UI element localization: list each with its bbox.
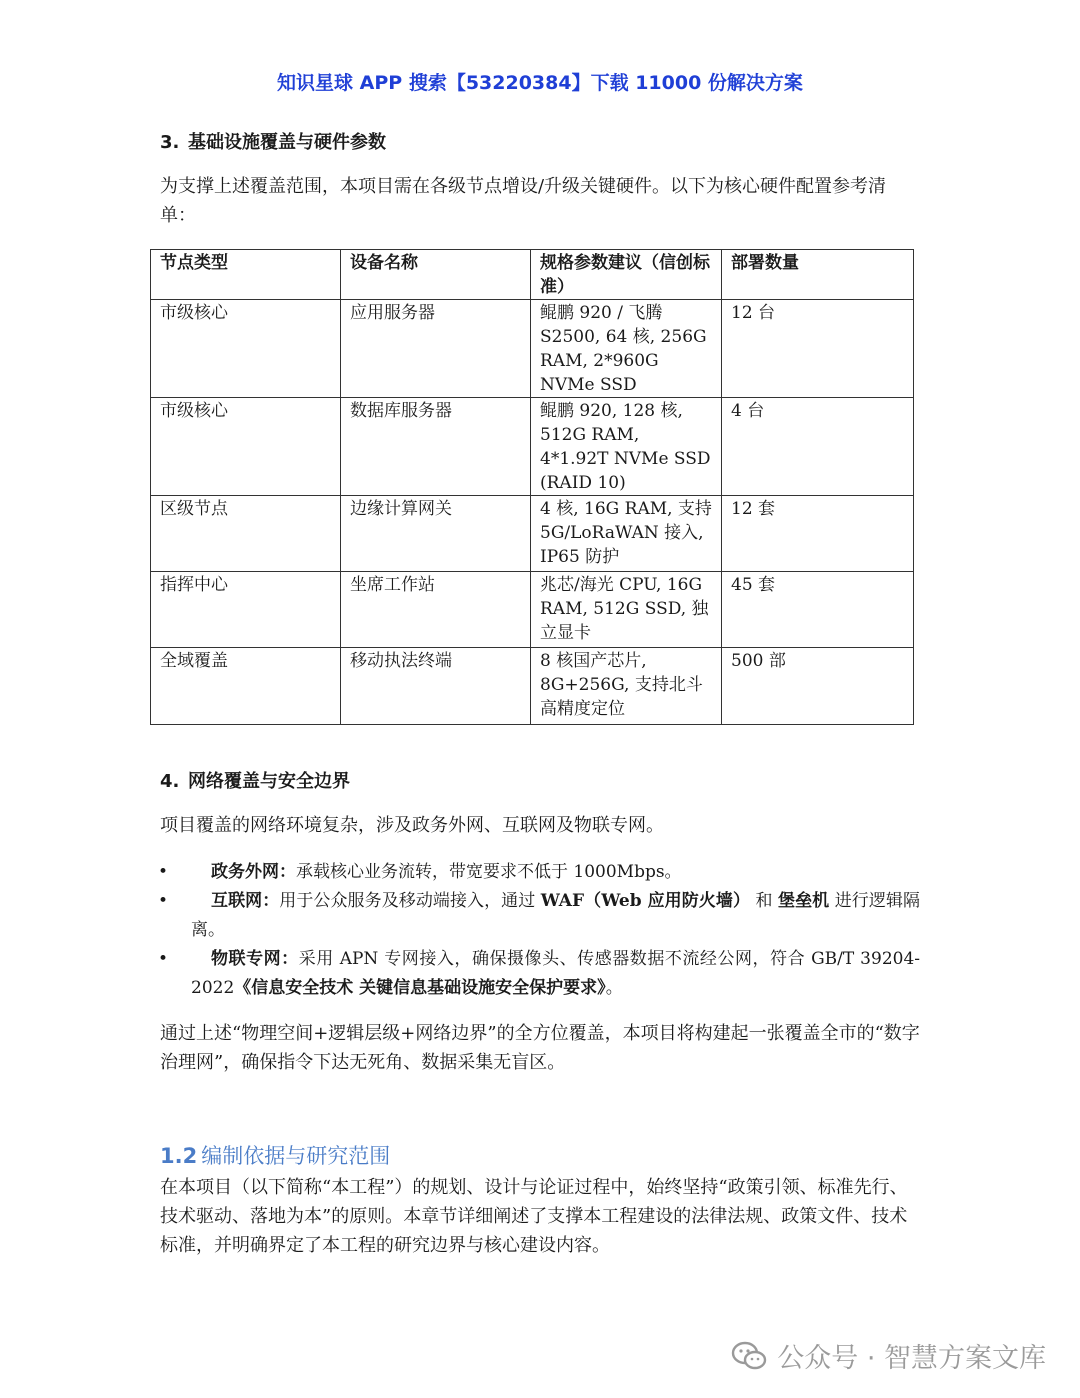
- section-4-title: 网络覆盖与安全边界: [188, 771, 350, 792]
- watermark-text: 公众号 · 智慧方案文库: [777, 1343, 1046, 1374]
- table-cell: 4 核, 16G RAM, 支持 5G/LoRaWAN 接入, IP65 防护: [531, 496, 722, 572]
- bullet-text: 和: [750, 891, 779, 911]
- table-cell: 12 台: [722, 300, 914, 398]
- section-4-number: 4.: [160, 771, 180, 792]
- section-3-title: 基础设施覆盖与硬件参数: [188, 132, 386, 153]
- bullet-text: 。: [605, 978, 623, 998]
- wechat-icon: [731, 1341, 767, 1371]
- section-4-heading: [160, 767, 350, 793]
- table-row: [151, 496, 914, 572]
- table-header-cell: 规格参数建议（信创标准）: [531, 250, 722, 300]
- bullet-text: 承载核心业务流转，带宽要求不低于 1000Mbps。: [296, 862, 682, 882]
- bullet-term: 物联专网：: [211, 949, 299, 969]
- watermark: [731, 1336, 1046, 1375]
- table-row: [151, 398, 914, 496]
- bullet-iot-network: [158, 945, 920, 1003]
- table-header-cell: 部署数量: [722, 250, 914, 300]
- table-cell: 应用服务器: [341, 300, 531, 398]
- table-cell: 指挥中心: [151, 572, 341, 648]
- table-cell: 500 部: [722, 648, 914, 725]
- section-1-2-heading: [160, 1140, 390, 1170]
- table-row: [151, 300, 914, 398]
- bullet-dot-icon: •: [158, 862, 169, 882]
- table-header-cell: 设备名称: [341, 250, 531, 300]
- section-4-intro: 项目覆盖的网络环境复杂，涉及政务外网、互联网及物联专网。: [160, 815, 664, 836]
- table-cell: 鲲鹏 920 / 飞腾 S2500, 64 核, 256G RAM, 2*960G NVMe SSD: [531, 300, 722, 398]
- bullet-strong: 堡垒机: [778, 891, 830, 911]
- bullet-dot-icon: •: [158, 949, 169, 969]
- section-4-conclusion: 通过上述“物理空间+逻辑层级+网络边界”的全方位覆盖，本项目将构建起一张覆盖全市的“数字治理网”，确保指令下达无死角、数据采集无盲区。: [160, 1023, 920, 1073]
- table-cell: 8 核国产芯片, 8G+256G, 支持北斗高精度定位: [531, 648, 722, 725]
- table-cell: 鲲鹏 920, 128 核, 512G RAM, 4*1.92T NVMe SSD (RAID 10): [531, 398, 722, 496]
- network-bullet-list: [158, 858, 920, 1003]
- table-cell: 全域覆盖: [151, 648, 341, 725]
- table-cell: 坐席工作站: [341, 572, 531, 648]
- table-header-cell: 节点类型: [151, 250, 341, 300]
- bullet-strong: 《信息安全技术 关键信息基础设施安全保护要求》: [234, 978, 606, 998]
- section-3-number: 3.: [160, 132, 180, 153]
- table-cell: 数据库服务器: [341, 398, 531, 496]
- table-cell: 4 台: [722, 398, 914, 496]
- table-cell: 区级节点: [151, 496, 341, 572]
- hardware-table: [150, 249, 914, 725]
- section-3-heading: [160, 128, 386, 154]
- section-1-2-title: 编制依据与研究范围: [201, 1144, 391, 1168]
- table-cell: 市级核心: [151, 398, 341, 496]
- bullet-dot-icon: •: [158, 891, 169, 911]
- bullet-text: 采用 APN 专网接入，确保摄像头、传感器数据不流经公网，符合 GB/T 39204-2022: [191, 949, 921, 998]
- section-3-intro: 为支撑上述覆盖范围，本项目需在各级节点增设/升级关键硬件。以下为核心硬件配置参考清单：: [160, 176, 887, 226]
- table-cell: 边缘计算网关: [341, 496, 531, 572]
- table-row: [151, 648, 914, 725]
- bullet-text: 用于公众服务及移动端接入，通过: [279, 891, 541, 911]
- bullet-term: 政务外网：: [211, 862, 296, 882]
- table-cell: 45 套: [722, 572, 914, 648]
- bullet-term: 互联网：: [211, 891, 280, 911]
- bullet-gov-network: [158, 858, 920, 887]
- header-banner: 知识星球 APP 搜索【53220384】下载 11000 份解决方案: [277, 72, 803, 94]
- table-cell: 12 套: [722, 496, 914, 572]
- table-header-row: [151, 250, 914, 300]
- bullet-internet: [158, 887, 920, 945]
- bullet-strong: WAF（Web 应用防火墙）: [540, 891, 751, 911]
- table-cell: 兆芯/海光 CPU, 16G RAM, 512G SSD, 独立显卡: [531, 572, 722, 648]
- table-cell: 市级核心: [151, 300, 341, 398]
- table-row: [151, 572, 914, 648]
- bullet-text: 进行逻辑隔离。: [191, 891, 921, 940]
- table-cell: 移动执法终端: [341, 648, 531, 725]
- section-1-2-number: 1.2: [160, 1144, 198, 1168]
- section-1-2-paragraph: 在本项目（以下简称“本工程”）的规划、设计与论证过程中，始终坚持“政策引领、标准先行、技术驱动、落地为本”的原则。本章节详细阐述了支撑本工程建设的法律法规、政策文件、技术标准，并明确界定了本工程的研究边界与核心建设内容。: [160, 1177, 908, 1256]
